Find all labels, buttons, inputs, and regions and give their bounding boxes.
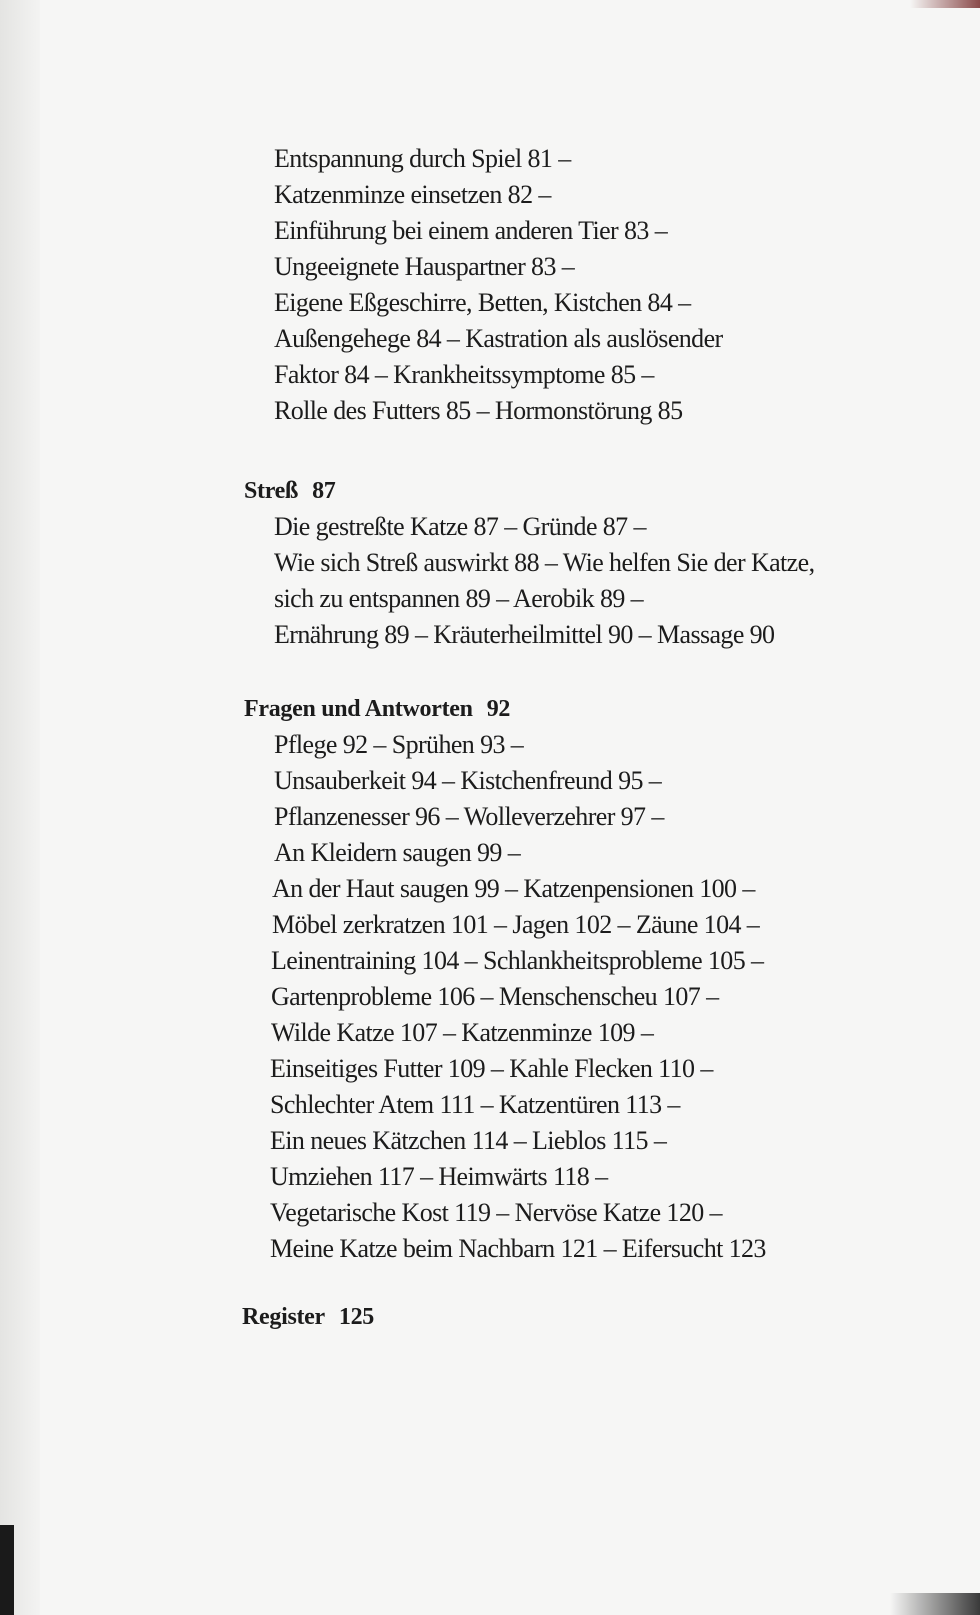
chapter-page-number: 92 [486,696,511,722]
toc-entry-line: Entspannung durch Spiel 81 – [274,144,571,173]
chapter-heading [244,696,510,723]
toc-entry-line: Pflanzenesser 96 – Wolleverzehrer 97 – [274,802,664,831]
toc-entry-line: Vegetarische Kost 119 – Nervöse Katze 120 – [270,1198,722,1227]
toc-entry-line: Möbel zerkratzen 101 – Jagen 102 – Zäune 104 – [272,910,760,939]
toc-entry-line: Faktor 84 – Krankheitssymptome 85 – [274,360,654,389]
toc-entry-line: Die gestreßte Katze 87 – Gründe 87 – [274,512,646,541]
toc-entry-line: Leinentraining 104 – Schlankheitsprobleme 105 – [271,946,764,975]
toc-entry-line: Unsauberkeit 94 – Kistchenfreund 95 – [274,766,662,795]
toc-entry-line: Schlechter Atem 111 – Katzentüren 113 – [270,1090,680,1119]
chapter-page-number: 87 [312,478,336,504]
toc-entry-line: Wie sich Streß auswirkt 88 – Wie helfen Sie der Katze, [274,548,815,577]
toc-entry-line: Gartenprobleme 106 – Menschenscheu 107 – [271,982,719,1011]
chapter-heading [242,1304,374,1331]
book-cover-edge-top [910,0,980,8]
toc-entry-line: Ein neues Kätzchen 114 – Lieblos 115 – [270,1126,667,1155]
toc-entry-line: Eigene Eßgeschirre, Betten, Kistchen 84 – [274,288,691,317]
chapter-title: Register [242,1304,325,1330]
toc-entry-line: Meine Katze beim Nachbarn 121 – Eifersucht 123 [270,1234,766,1263]
toc-entry-line: Katzenminze einsetzen 82 – [274,180,551,209]
toc-entry-line: Einseitiges Futter 109 – Kahle Flecken 110 – [270,1054,713,1083]
book-cover-edge-bottom [890,1593,980,1615]
toc-entry-line: Rolle des Futters 85 – Hormonstörung 85 [274,396,683,425]
chapter-title: Fragen und Antworten [244,696,473,722]
toc-entry-line: Außengehege 84 – Kastration als auslösender [274,324,723,353]
toc-entry-line: Wilde Katze 107 – Katzenminze 109 – [271,1018,654,1047]
toc-entry-line: An Kleidern saugen 99 – [274,838,521,867]
page-spine-shadow [0,0,40,1615]
toc-entry-line: Einführung bei einem anderen Tier 83 – [274,216,668,245]
chapter-title: Streß [244,478,299,504]
chapter-heading [244,478,335,505]
toc-entry-line: An der Haut saugen 99 – Katzenpensionen 100 – [272,874,755,903]
toc-entry-line: Umziehen 117 – Heimwärts 118 – [270,1162,608,1191]
toc-entry-line: sich zu entspannen 89 – Aerobik 89 – [274,584,644,613]
toc-entry-line: Ernährung 89 – Kräuterheilmittel 90 – Massage 90 [274,620,775,649]
chapter-page-number: 125 [338,1304,374,1330]
book-cover-edge-left [0,1525,14,1615]
toc-entry-line: Pflege 92 – Sprühen 93 – [274,730,524,759]
toc-entry-line: Ungeeignete Hauspartner 83 – [274,252,575,281]
